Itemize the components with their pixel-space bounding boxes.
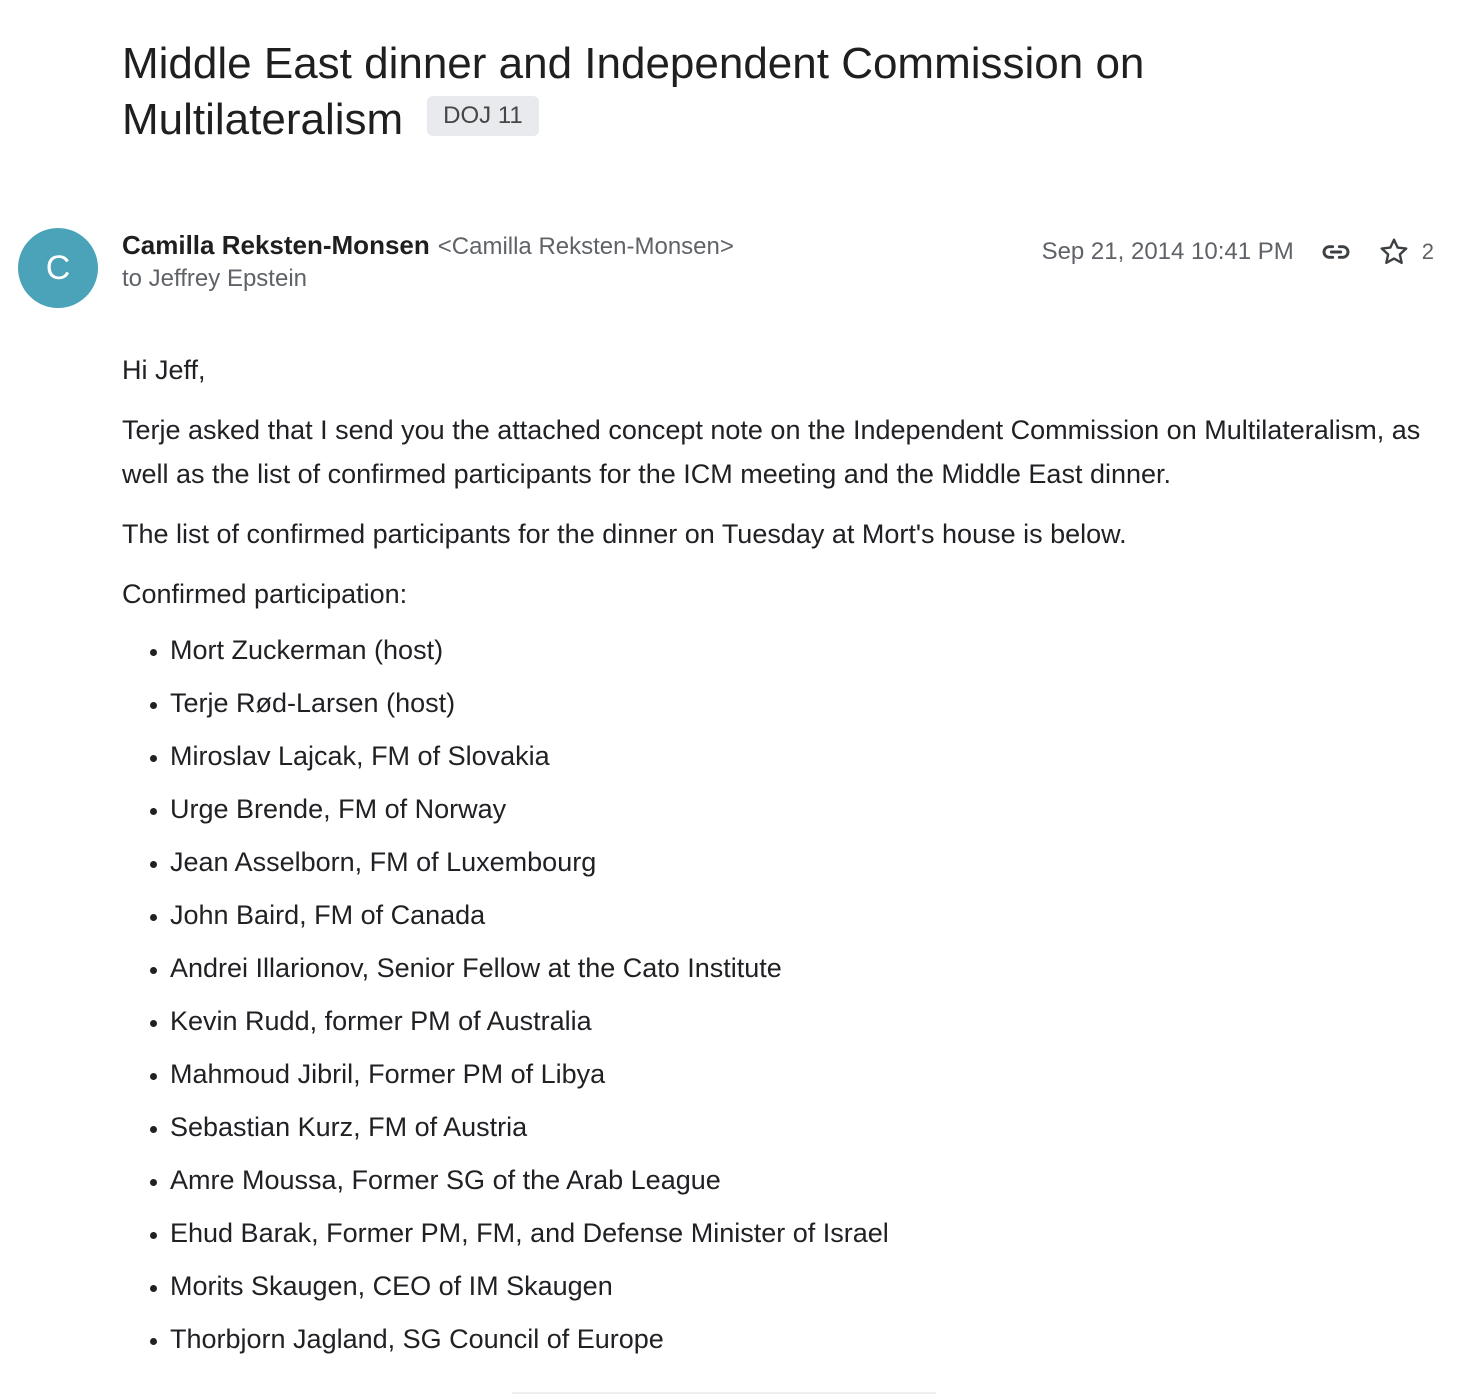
list-item: • Ehud Barak, Former PM, FM, and Defense Minister of Israel xyxy=(170,1215,1442,1251)
greeting: Hi Jeff, xyxy=(122,355,206,385)
list-item: • Morits Skaugen, CEO of IM Skaugen xyxy=(170,1268,1442,1304)
list-item: • Thorbjorn Jagland, SG Council of Europe xyxy=(170,1321,1442,1357)
list-item: • Andrei Illarionov, Senior Fellow at the Cato Institute xyxy=(170,950,1442,986)
list-item: • Mahmoud Jibril, Former PM of Libya xyxy=(170,1056,1442,1092)
body-paragraph: The list of confirmed participants for the dinner on Tuesday at Mort's house is below. xyxy=(122,519,1127,549)
list-item: • Kevin Rudd, former PM of Australia xyxy=(170,1003,1442,1039)
star-icon[interactable] xyxy=(1376,234,1412,270)
list-item: • Amre Moussa, Former SG of the Arab League xyxy=(170,1162,1442,1198)
sender-line xyxy=(122,228,734,264)
list-item: • Miroslav Lajcak, FM of Slovakia xyxy=(170,738,1442,774)
label-chip[interactable]: DOJ 11 xyxy=(427,96,539,136)
list-item: • Jean Asselborn, FM of Luxembourg xyxy=(170,844,1442,880)
sender-email: <Camilla Reksten-Monsen> xyxy=(437,233,734,260)
list-item: • Sebastian Kurz, FM of Austria xyxy=(170,1109,1442,1145)
avatar[interactable]: C xyxy=(18,228,98,308)
list-item: • John Baird, FM of Canada xyxy=(170,897,1442,933)
thread-count: 2 xyxy=(1421,239,1434,264)
message-meta xyxy=(1042,232,1434,272)
list-item: • Mort Zuckerman (host) xyxy=(170,632,1442,668)
participant-list xyxy=(122,632,1442,1357)
divider xyxy=(512,1392,936,1394)
recipient-line[interactable]: to Jeffrey Epstein xyxy=(122,265,307,292)
list-heading: Confirmed participation: xyxy=(122,579,408,609)
sender-name[interactable]: Camilla Reksten-Monsen xyxy=(122,230,430,260)
subject-text: Middle East dinner and Independent Commission on Multilateralism xyxy=(122,39,1145,144)
list-item: • Urge Brende, FM of Norway xyxy=(170,791,1442,827)
body-paragraph: Terje asked that I send you the attached concept note on the Independent Commission on Multilateralism, as well as the list of confirmed participants for the ICM meeting and the Middle East dinner. xyxy=(122,415,1421,489)
message-body xyxy=(122,348,1442,1374)
message-date: Sep 21, 2014 10:41 PM xyxy=(1041,238,1294,265)
email-subject xyxy=(122,36,1242,148)
link-icon[interactable] xyxy=(1318,234,1354,270)
list-item: • Terje Rød-Larsen (host) xyxy=(170,685,1442,721)
